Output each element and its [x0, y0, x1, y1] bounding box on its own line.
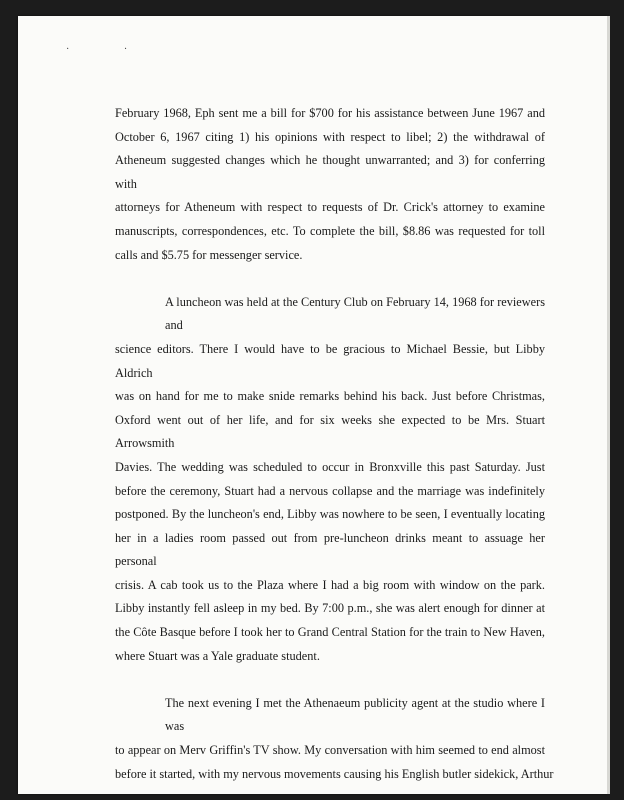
text-line: Davies. The wedding was scheduled to occur in Bronxville this past Saturday. Just — [115, 459, 545, 474]
paper-edge — [607, 16, 610, 794]
text-line: attorneys for Atheneum with respect to requests of Dr. Crick's attorney to examine — [115, 200, 545, 215]
text-line: to appear on Merv Griffin's TV show. My conversation with him seemed to end almost — [115, 743, 545, 758]
typed-manuscript-page — [18, 16, 607, 794]
text-line: before the ceremony, Stuart had a nervous collapse and the marriage was indefinitely — [115, 483, 545, 498]
manuscript-text-body — [115, 102, 554, 786]
text-line: Oxford went out of her life, and for six weeks she expected to be Mrs. Stuart Arrowsmith — [115, 412, 545, 451]
text-line: manuscripts, correspondences, etc. To complete the bill, $8.86 was requested for toll — [115, 223, 545, 238]
text-line: before it started, with my nervous movements causing his English butler sidekick, Arthur — [115, 766, 554, 781]
text-line: her in a ladies room passed out from pre-luncheon drinks meant to assuage her personal — [115, 530, 545, 569]
text-line: The next evening I met the Athenaeum publicity agent at the studio where I was — [165, 695, 545, 734]
text-line: February 1968, Eph sent me a bill for $700 for his assistance between June 1967 and — [115, 106, 545, 120]
text-line: was on hand for me to make snide remarks behind his back. Just before Christmas, — [115, 389, 545, 404]
text-line: science editors. There I would have to be gracious to Michael Bessie, but Libby Aldrich — [115, 341, 545, 380]
text-line: where Stuart was a Yale graduate student. — [115, 648, 320, 663]
paragraph — [115, 102, 545, 267]
paragraph — [115, 291, 545, 669]
page-specks: · · — [66, 44, 154, 55]
text-line: A luncheon was held at the Century Club on February 14, 1968 for reviewers and — [165, 294, 545, 333]
text-line: October 6, 1967 citing 1) his opinions with respect to libel; 2) the withdrawal of — [115, 129, 545, 144]
paragraph-gap — [115, 668, 545, 692]
paragraph-gap — [115, 267, 545, 291]
text-line: crisis. A cab took us to the Plaza where I had a big room with window on the park. — [115, 577, 545, 592]
paragraph — [115, 692, 554, 786]
text-line: postponed. By the luncheon's end, Libby was nowhere to be seen, I eventually locating — [115, 507, 545, 522]
text-line: the Côte Basque before I took her to Grand Central Station for the train to New Haven, — [115, 625, 545, 640]
text-line: calls and $5.75 for messenger service. — [115, 247, 303, 262]
text-line: Libby instantly fell asleep in my bed. By 7:00 p.m., she was alert enough for dinner at — [115, 601, 545, 616]
text-line: Atheneum suggested changes which he thought unwarranted; and 3) for conferring with — [115, 153, 545, 191]
